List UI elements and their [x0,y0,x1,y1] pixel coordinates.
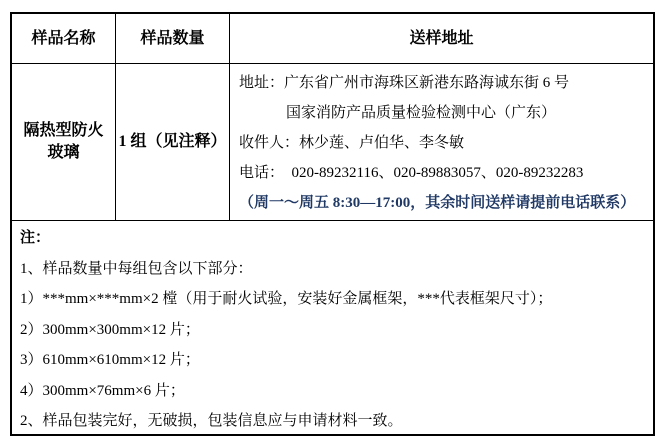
address-org-line: 国家消防产品质量检验检测中心（广东） [286,105,557,121]
sample-quantity-cell: 1 组（见注释） [116,64,230,220]
address-hours-line: （周一～周五 8:30—17:00，其余时间送样请提前电话联系） [239,195,636,211]
sample-name-line2: 玻璃 [47,144,80,161]
address-phones-line: 电话： 020-89232116、020-89883057、020-89232283 [239,165,584,181]
sample-name-line1: 隔热型防火 [23,122,104,139]
header-cell-sample-quantity: 样品数量 [116,14,230,63]
sample-delivery-table [10,12,655,436]
note-line-1: 1、样品数量中每组包含以下部分： [20,260,253,277]
notes-title: 注： [20,230,51,246]
delivery-address-cell [230,64,653,220]
note-line-3: 2）300mm×300mm×12 片； [20,321,200,338]
table-header-row [12,14,653,64]
sample-name-text [23,120,103,164]
note-line-6: 2、样品包装完好，无破损，包装信息应与申请材料一致。 [20,413,403,429]
sample-name-cell [12,64,116,220]
note-line-2: 1）***mm×***mm×2 樘（用于耐火试验，安装好金属框架，***代表框架尺寸）； [20,291,553,307]
address-recipients-line: 收件人：林少莲、卢伯华、李冬敏 [239,135,465,151]
note-line-4: 3）610mm×610mm×12 片； [20,352,200,368]
table-notes-row [12,221,653,434]
notes-cell [12,221,653,434]
header-cell-sample-name: 样品名称 [12,14,116,63]
note-line-5: 4）300mm×76mm×6 片； [20,382,185,399]
header-cell-delivery-address: 送样地址 [409,29,474,47]
address-street-line: 地址：广东省广州市海珠区新港东路海诚东街 6 号 [239,75,570,91]
table-data-row [12,64,653,221]
